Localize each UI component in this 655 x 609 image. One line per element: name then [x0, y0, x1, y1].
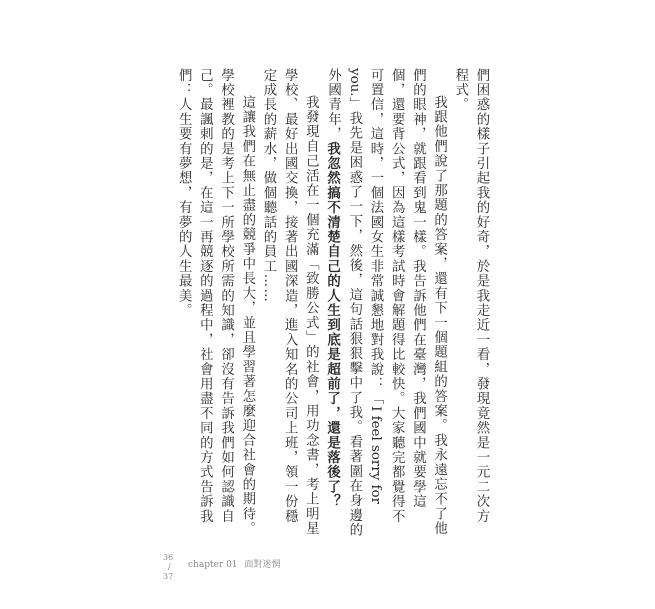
english-quote: I feel sorry for you. — [346, 68, 383, 504]
vertical-body-text — [173, 68, 492, 538]
running-footer — [188, 557, 280, 570]
paragraph-text: 們困惑的樣子引起我的好奇，於是我走近一看，發現竟然是一元二次方程式。 — [452, 68, 489, 524]
page-number-left: 36 — [163, 553, 174, 562]
paragraph-3 — [258, 68, 322, 538]
page-number-right: 37 — [163, 572, 174, 581]
bold-emphasis: 我忽然搞不清楚自己的人生到底是超前了，還是落後了？ — [324, 141, 341, 509]
chapter-label: chapter 01 — [188, 560, 238, 570]
paragraph-1 — [450, 68, 492, 538]
chapter-title: 面對迷惘 — [244, 560, 281, 570]
page-number-separator: / — [168, 562, 171, 571]
paragraph-text: 我跟他們說了那題的答案，還有下一個題組的答案。我永遠忘不了他們的眼神，就跟看到鬼一樣。我告訴他們在臺灣，我們國中就要學這個，還要背公式，因為這樣考試時會解題得比較快。大家聽完都覺得不可置信，這時，一個法國女生非常誠懇地對我說：「 — [367, 68, 447, 536]
paragraph-text: 」我先是困惑了一下，然後，這句話狠狠擊中了我。看著圍在身邊的外國青年， — [325, 68, 362, 538]
paragraph-4 — [173, 68, 258, 538]
paragraph-text: 這讓我們在無止盡的競爭中長大，並且學習著怎麼迎合社會的期待。學校裡教的是考上下一所學校所需的知識，卻沒有告訴我們如何認識自己。最諷刺的是，在這一再競逐的過程中，社會用盡不同的方式告訴我們：人生要有夢想，有夢的人生最美。 — [176, 68, 255, 536]
paragraph-text: 我發現自己活在一個充滿「致勝公式」的社會，用功念書，考上明星學校、最好出國交換，接著出國深造，進入知名的公司上班，領一份穩定成長的薪水，做個聽話的員工…… — [260, 68, 319, 536]
paragraph-2 — [321, 68, 449, 538]
